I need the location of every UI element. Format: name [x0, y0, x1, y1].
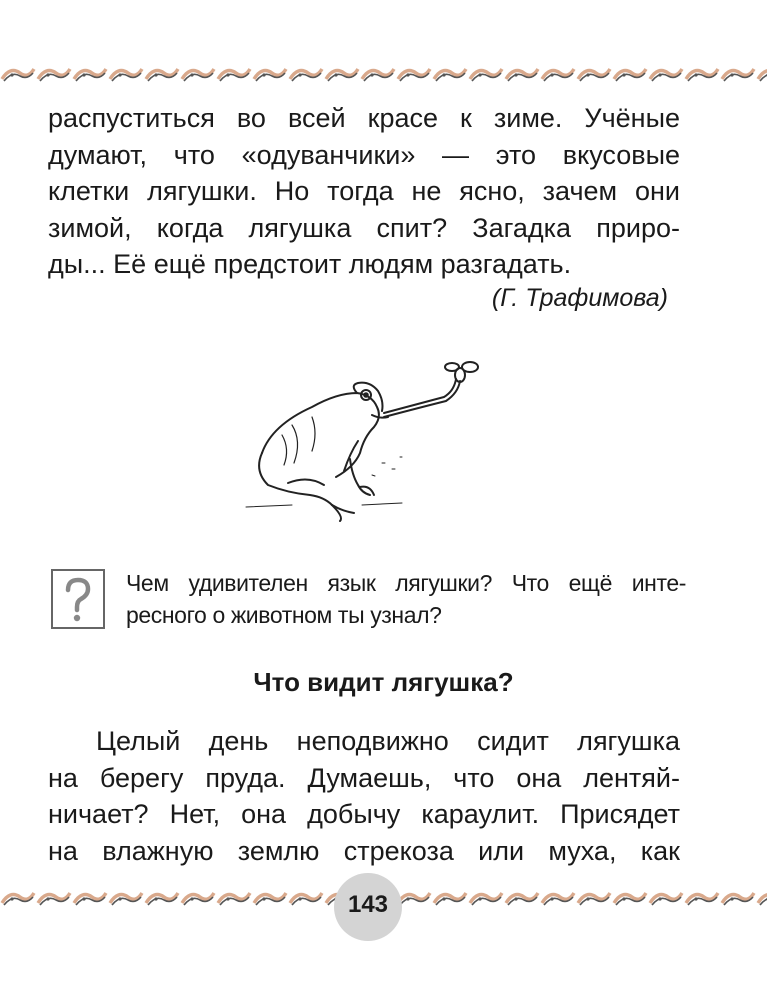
- text-line: ничает? Нет, она добычу караулит. Присядет: [48, 799, 680, 829]
- question-mark-icon: [53, 571, 103, 627]
- author-attribution: (Г. Трафимова): [491, 284, 668, 312]
- text-line: ды... Её ещё предстоит людям разгадать.: [48, 249, 572, 279]
- frog-catching-fly-illustration: [232, 345, 492, 525]
- text-line: Целый день неподвижно сидит лягушка: [96, 726, 680, 756]
- text-line: думают, что «одуванчики» — это вкусовые: [48, 139, 680, 170]
- text-line: распуститься во всей красе к зиме. Учёные: [48, 103, 680, 133]
- section-title: Что видит лягушка?: [253, 667, 514, 697]
- text-line: на влажную землю стрекоза или муха, как: [48, 835, 680, 866]
- text-line: зимой, когда лягушка спит? Загадка приро-: [48, 212, 680, 243]
- page-number: 143: [347, 891, 389, 918]
- question-line: Чем удивителен язык лягушки? Что ещё инте-: [126, 570, 686, 596]
- question-text: [126, 567, 686, 631]
- top-ornament-border: [0, 62, 767, 86]
- paragraph-new: [48, 723, 680, 869]
- question-box: [51, 569, 105, 629]
- question-line: ресного о животном ты узнал?: [126, 602, 442, 628]
- text-line: на берегу пруда. Думаешь, что она лентяй-: [48, 762, 680, 793]
- text-line: клетки лягушки. Но тогда не ясно, зачем они: [48, 176, 680, 206]
- paragraph-continued: [48, 100, 680, 283]
